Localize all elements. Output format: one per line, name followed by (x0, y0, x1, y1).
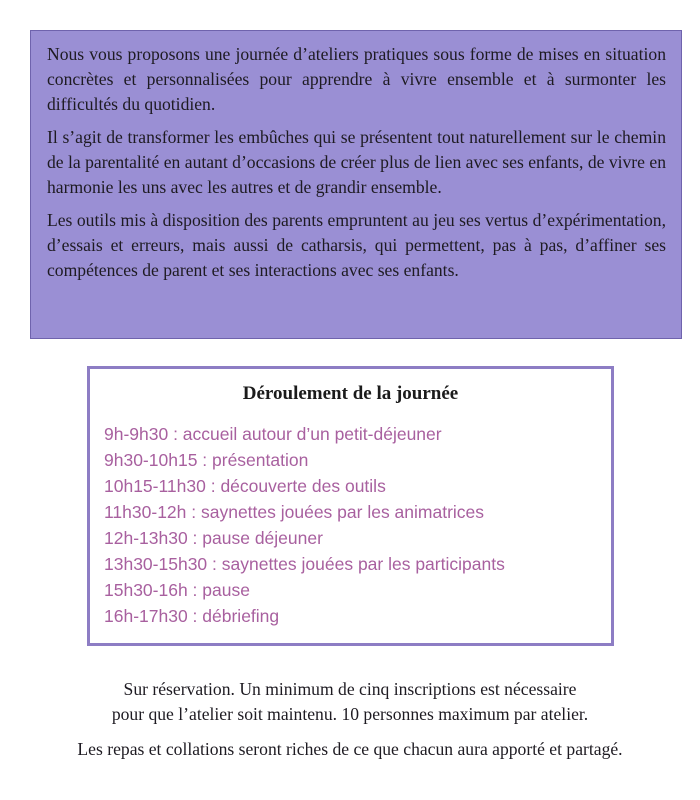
intro-paragraph-1: Nous vous proposons une journée d’ateliers pratiques sous forme de mises en situation concrètes et personnalisées pour apprendre à vivre ensemble et à surmonter les difficultés du quotidien. (47, 44, 666, 114)
schedule-item: 10h15-11h30 : découverte des outils (104, 476, 386, 496)
reservation-notice (0, 677, 700, 727)
intro-box (30, 30, 682, 339)
schedule-item: 15h30-16h : pause (104, 580, 250, 600)
schedule-list (104, 421, 611, 629)
schedule-box (87, 366, 614, 646)
reservation-line-2: pour que l’atelier soit maintenu. 10 personnes maximum par atelier. (111, 704, 589, 724)
schedule-item: 11h30-12h : saynettes jouées par les animatrices (104, 502, 485, 522)
schedule-item: 16h-17h30 : débriefing (104, 606, 280, 626)
schedule-item: 12h-13h30 : pause déjeuner (104, 528, 323, 548)
schedule-item: 9h30-10h15 : présentation (104, 450, 309, 470)
schedule-title: Déroulement de la journée (242, 383, 459, 404)
reservation-line-1: Sur réservation. Un minimum de cinq inscriptions est nécessaire (123, 679, 577, 699)
schedule-item: 9h-9h30 : accueil autour d’un petit-déjeuner (104, 424, 442, 444)
intro-paragraph-3: Les outils mis à disposition des parents empruntent au jeu ses vertus d’expérimentation, d’essais et erreurs, mais aussi de catharsis, qui permettent, pas à pas, d’affiner ses compétences de parent et ses interactions avec ses enfants. (47, 210, 666, 280)
meals-notice: Les repas et collations seront riches de ce que chacun aura apporté et partagé. (77, 739, 623, 759)
intro-paragraph-2: Il s’agit de transformer les embûches qui se présentent tout naturellement sur le chemin de la parentalité en autant d’occasions de créer plus de lien avec ses enfants, de vivre en harmonie les uns avec les autres et de grandir ensemble. (47, 127, 666, 197)
schedule-item: 13h30-15h30 : saynettes jouées par les participants (104, 554, 505, 574)
